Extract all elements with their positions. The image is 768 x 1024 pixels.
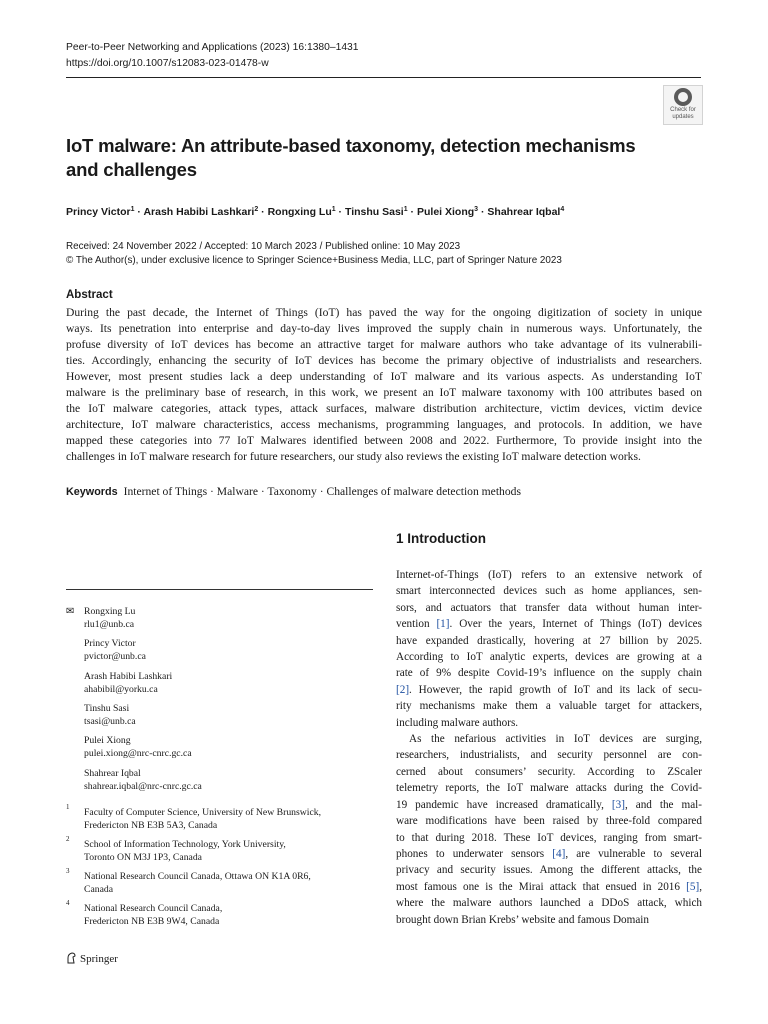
introduction-body <box>396 567 702 928</box>
email-link[interactable]: ahabibil@yorku.ca <box>84 684 158 695</box>
author[interactable]: Shahrear Iqbal$^4$ <box>487 206 565 218</box>
abstract-heading: Abstract <box>66 289 113 301</box>
intro-line: 19 pandemic have increased dramatically, [3], and the mal- <box>396 798 703 811</box>
intro-line: have expanded drastically, hovering at 27 billion by 2025. <box>396 634 702 647</box>
intro-line: rate of 9% despite Covid-19’s influence on the supply chain <box>396 667 702 680</box>
keywords-label: Keywords <box>66 486 118 498</box>
header-rule <box>66 77 701 78</box>
contact-entry: Rongxing Lu rlu1@unb.ca <box>84 606 136 630</box>
springer-horse-icon <box>66 952 77 964</box>
check-updates-icon <box>674 88 692 106</box>
author[interactable]: Princy Victor$^1$ <box>66 206 135 218</box>
author-list: Princy Victor$^1$ · Arash Habibi Lashkari$^2$ · Rongxing $Lu^1$ · Tinshu Sasi$^1$ · Pulei Xiong$^3$ · Shahrear Iqbal$^4$ <box>66 206 565 218</box>
intro-line: sors, and actuators that transfer data without human inter- <box>396 601 702 614</box>
springer-logo: Springer <box>66 952 118 965</box>
affiliation: National Research Council Canada, Ottawa ON K1A 0R6, Canada <box>84 871 311 895</box>
contact-entry: Arash Habibi Lashkari ahabibil@yorku.ca <box>84 671 173 695</box>
contact-entry: Tinshu Sasi tsasi@unb.ca <box>84 703 136 727</box>
author[interactable]: Pulei Xiong$^3$ <box>416 206 479 218</box>
intro-line: brought down Brian Krebs’ website and famous Domain <box>396 913 650 926</box>
citation-link[interactable]: [2] <box>396 683 410 696</box>
paper-title: IoT malware: An attribute-based taxonomy, detection mechanisms and challenges <box>66 135 636 180</box>
intro-line: According to IoT analytic experts, devices are growing at a <box>396 651 702 664</box>
email-link[interactable]: pulei.xiong@nrc-cnrc.gc.ca <box>84 748 192 759</box>
doi-link[interactable]: https://doi.org/10.1007/s12083-023-01478-w <box>66 58 269 69</box>
affiliation-number: 4 <box>66 899 70 907</box>
email-link[interactable]: pvictor@unb.ca <box>84 651 146 662</box>
envelope-icon: ✉ <box>66 606 75 617</box>
intro-line: privacy and security issues. Among the different attacks, the <box>396 864 702 877</box>
intro-line: phones to underwater sensors [4], are vulnerable to several <box>396 847 702 860</box>
contact-entry: Pulei Xiong pulei.xiong@nrc-cnrc.gc.ca <box>84 735 192 759</box>
intro-line: [2]. However, the rapid growth of IoT and its lack of secu- <box>396 683 702 696</box>
author[interactable]: Arash Habibi Lashkari$^2$ <box>143 206 259 218</box>
intro-line: including malware authors. <box>396 716 519 729</box>
intro-line: where the malware authors launched a DDoS attack, which <box>396 897 702 910</box>
contact-entry: Shahrear Iqbal shahrear.iqbal@nrc-cnrc.gc.ca <box>84 768 202 792</box>
keywords <box>66 485 521 498</box>
intro-line: rity mechanisms make them a valuable target for attackers, <box>396 700 702 713</box>
publication-dates: Received: 24 November 2022 / Accepted: 10 March 2023 / Published online: 10 May 2023 © The Author(s), under exclusive licence to Springer Science+Business Media, LLC, part of Springer Nature 2023 <box>66 241 562 266</box>
journal-header <box>66 40 359 72</box>
email-link[interactable]: shahrear.iqbal@nrc-cnrc.gc.ca <box>84 781 202 792</box>
affiliation: Faculty of Computer Science, University of New Brunswick, Fredericton NB E3B 5A3, Canada <box>84 807 322 831</box>
intro-line: vention [1]. Over the years, Internet of Things (IoT) devices <box>396 618 702 631</box>
intro-line: researchers, industrialists, and security personnel are con- <box>396 749 702 762</box>
section-heading-introduction: 1 Introduction <box>396 531 486 546</box>
citation-link[interactable]: [5] <box>686 880 700 893</box>
intro-line: to that during 2018. These IoT devices, ranging from smart- <box>396 831 702 844</box>
abstract-body: During the past decade, the Internet of Things (IoT) has paved the way for the ongoing digitization of society in unique ways. Its penetration into enterprise and day-to-day lives improved the supply chain in numerous ways. Unfortunately, the profuse diversity of IoT devices has become an attractive target for malware authors who take advantage of its vulnerabili- ties. Accordingly, enhancing the security of IoT devices has become the primary objective of industrialists and researchers. However, most present studies lack a deep understanding of IoT malware and its various aspects. As understanding IoT malware is the preliminary base of research, in this work, we present an IoT malware taxonomy with 100 attributes based on the IoT malware categories, attack types, attack surfaces, malware distribution architecture, victim devices, victim device architecture, IoT malware characteristics, access mechanisms, programming languages, and protocols. In addition, we have mapped these categories into 77 IoT Malwares identified between 2008 and 2022. Furthermore, To provide insight into the challenges in IoT malware research for future researchers, our study also reviews the existing IoT malware detection works. <box>66 306 702 463</box>
author[interactable]: Tinshu Sasi$^1$ <box>344 206 408 218</box>
keywords-text: Internet of Things · Malware · Taxonomy · Challenges of malware detection methods <box>123 485 521 498</box>
intro-line: ware modifications have been raised by three-fold compared <box>396 815 702 828</box>
footnote-rule <box>66 589 373 590</box>
affiliation-number: 2 <box>66 835 70 843</box>
intro-line: Internet-of-Things (IoT) refers to an extensive network of <box>396 569 702 581</box>
intro-line: As the nefarious activities in IoT devices are surging, <box>409 733 702 746</box>
email-link[interactable]: tsasi@unb.ca <box>84 716 136 727</box>
citation-link[interactable]: [3] <box>611 798 625 811</box>
citation-link[interactable]: [1] <box>436 618 450 631</box>
check-for-updates-badge[interactable]: Check for updates <box>663 85 703 125</box>
affiliation-number: 3 <box>66 867 70 875</box>
affiliation: National Research Council Canada, Fredericton NB E3B 9W4, Canada <box>84 903 223 927</box>
affiliation-number: 1 <box>66 803 70 811</box>
contact-entry: Princy Victor pvictor@unb.ca <box>84 638 146 662</box>
email-link[interactable]: rlu1@unb.ca <box>84 619 135 630</box>
journal-citation: Peer-to-Peer Networking and Applications (2023) 16:1380–1431 <box>66 42 359 53</box>
intro-line: most famous one is the Mirai attack that ensued in 2016 [5], <box>396 880 702 893</box>
intro-line: smart interconnected devices such as home appliances, sen- <box>396 585 702 598</box>
affiliation: School of Information Technology, York University, Toronto ON M3J 1P3, Canada <box>84 839 286 863</box>
author[interactable]: Rongxing Lu$^1$ <box>267 206 336 218</box>
citation-link[interactable]: [4] <box>552 847 566 860</box>
intro-line: telemetry reports, the IoT malware attacks during the Covid- <box>396 782 702 795</box>
intro-line: cerned about consumers’ security. According to ZScaler <box>396 765 702 778</box>
